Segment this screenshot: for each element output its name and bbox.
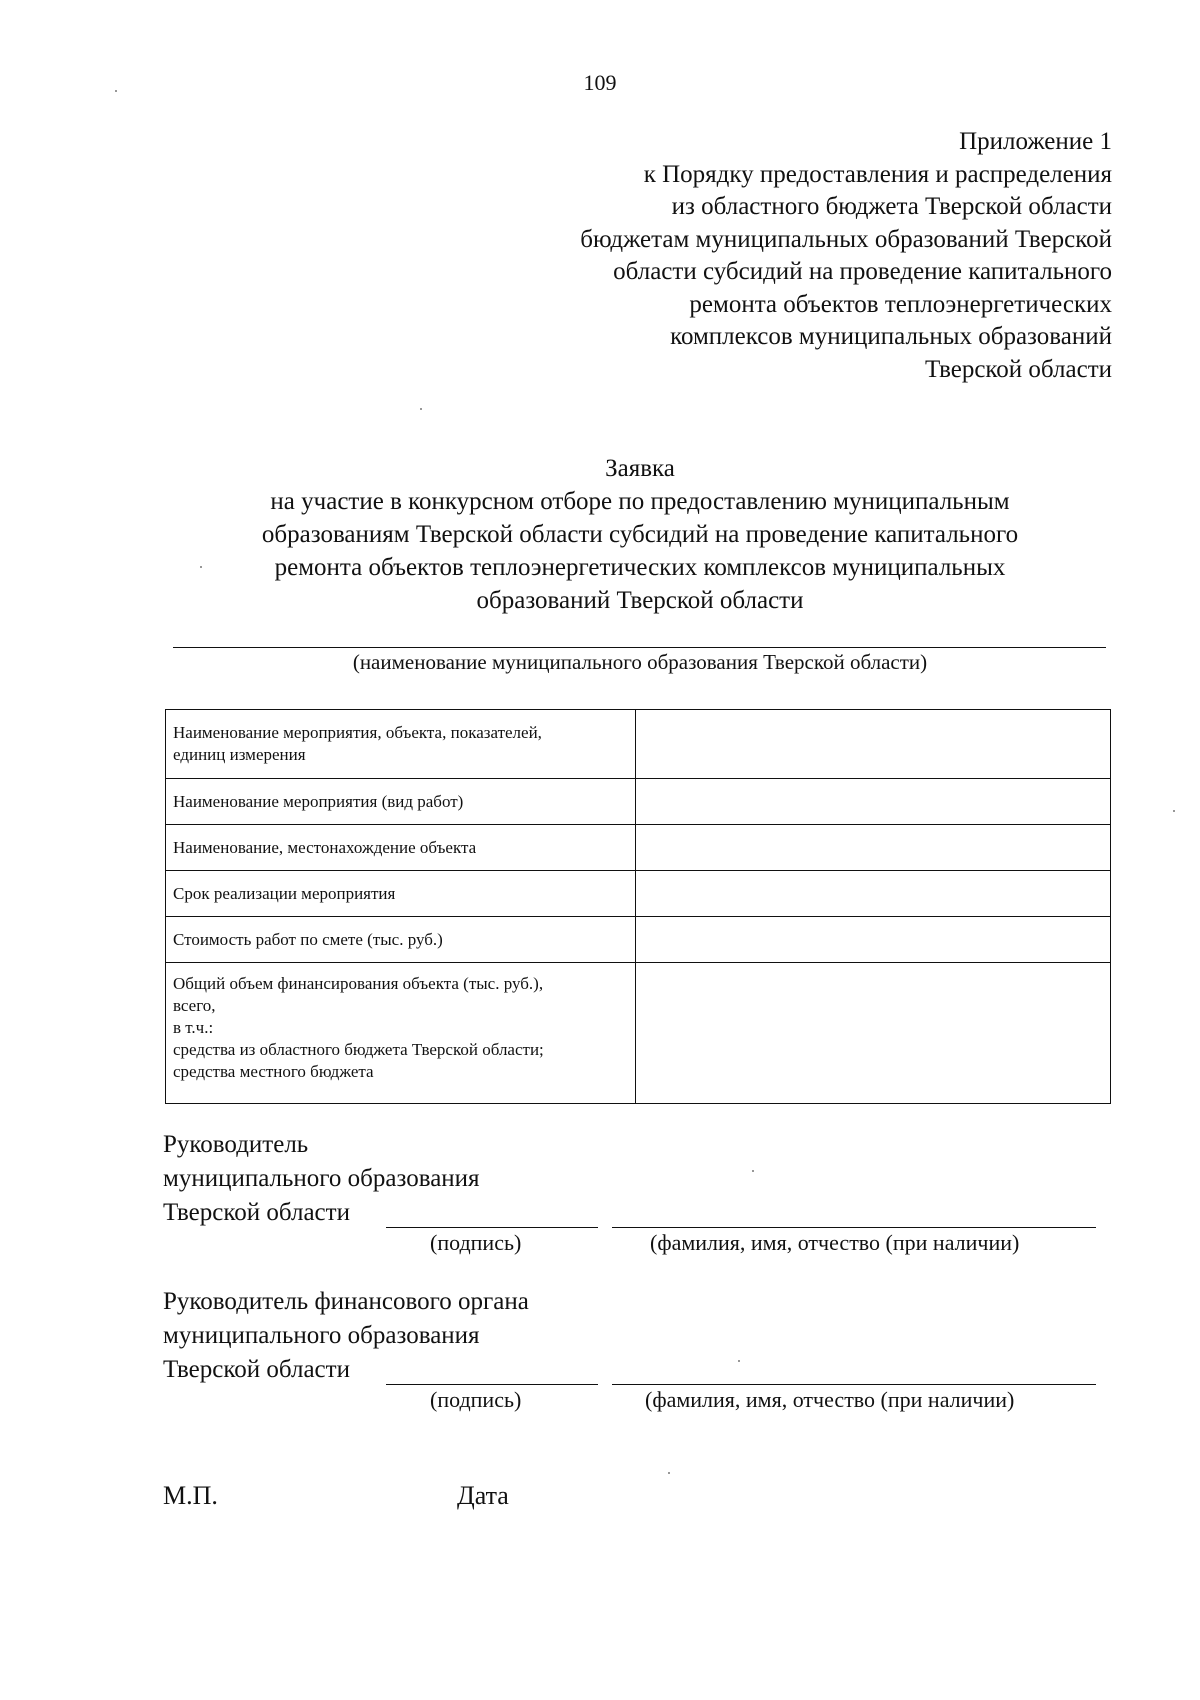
appendix-line: бюджетам муниципальных образований Тверской: [580, 225, 1112, 253]
signature-caption: (подпись): [430, 1230, 522, 1255]
table-row: [166, 963, 1111, 1104]
full-name-field[interactable]: [612, 1384, 1096, 1385]
full-name-caption: (фамилия, имя, отчество (при наличии): [645, 1387, 1015, 1412]
signature-field[interactable]: [386, 1384, 598, 1385]
table-value-cell[interactable]: [636, 710, 1111, 779]
label-line: средства из областного бюджета Тверской области;: [173, 1040, 544, 1059]
title-line: образованиям Тверской области субсидий на проведение капитального: [261, 521, 1019, 548]
signature-caption: (подпись): [430, 1387, 522, 1412]
table-row-label: [166, 710, 636, 779]
label-line: всего,: [173, 996, 216, 1015]
table-row: [166, 710, 1111, 779]
scan-speck: [738, 1360, 740, 1362]
signatory-line: муниципального образования: [163, 1322, 480, 1349]
application-title: [160, 452, 1120, 617]
label-line: в т.ч.:: [173, 1018, 214, 1037]
signature-field[interactable]: [386, 1227, 598, 1228]
signatory-line: Руководитель: [163, 1131, 309, 1158]
signatory-line: муниципального образования: [163, 1165, 480, 1192]
table-value-cell[interactable]: [636, 825, 1111, 871]
table-row-label: Наименование, местонахождение объекта: [166, 825, 636, 871]
label-line: средства местного бюджета: [173, 1062, 374, 1081]
table-row-label: Срок реализации мероприятия: [166, 871, 636, 917]
page-number: 109: [583, 70, 617, 95]
application-table: [165, 709, 1111, 1104]
label-line: единиц измерения: [173, 745, 306, 764]
scan-speck: [1173, 810, 1175, 812]
appendix-header: [580, 126, 1112, 386]
scan-speck: [420, 408, 422, 410]
stamp-place-label: М.П.: [163, 1481, 218, 1510]
appendix-line: ремонта объектов теплоэнергетических: [689, 290, 1112, 318]
signatory-line: Руководитель финансового органа: [163, 1288, 529, 1315]
signatory-line: Тверской области: [163, 1356, 350, 1383]
appendix-line: комплексов муниципальных образований: [670, 323, 1112, 350]
label-line: Наименование мероприятия, объекта, показателей,: [173, 723, 542, 742]
label-line: Общий объем финансирования объекта (тыс. руб.),: [173, 974, 544, 993]
title-line: на участие в конкурсном отборе по предоставлению муниципальным: [270, 488, 1010, 515]
scan-speck: [200, 566, 202, 568]
municipality-caption: (наименование муниципального образования Тверской области): [352, 650, 928, 674]
appendix-line: Тверской области: [925, 355, 1112, 383]
full-name-caption: (фамилия, имя, отчество (при наличии): [650, 1230, 1020, 1255]
title-heading: Заявка: [605, 455, 675, 482]
table-row-label: Наименование мероприятия (вид работ): [166, 779, 636, 825]
table-row-label: Стоимость работ по смете (тыс. руб.): [166, 917, 636, 963]
table-row: [166, 779, 1111, 825]
signatory-line: Тверской области: [163, 1199, 350, 1226]
appendix-line: из областного бюджета Тверской области: [671, 193, 1112, 220]
table-row: [166, 825, 1111, 871]
table-value-cell[interactable]: [636, 871, 1111, 917]
table-row: [166, 871, 1111, 917]
scan-speck: [668, 1472, 670, 1474]
title-line: образований Тверской области: [476, 587, 804, 614]
appendix-line: к Порядку предоставления и распределения: [643, 160, 1112, 188]
date-label: Дата: [457, 1481, 509, 1510]
table-row-label: [166, 963, 636, 1104]
full-name-field[interactable]: [612, 1227, 1096, 1228]
scan-speck: [115, 90, 117, 92]
signature-block-finance: [163, 1285, 529, 1387]
signature-block-head: [163, 1128, 480, 1230]
municipality-name-field[interactable]: [173, 647, 1106, 648]
table-value-cell[interactable]: [636, 779, 1111, 825]
scan-speck: [752, 1170, 754, 1172]
table-row: [166, 917, 1111, 963]
table-value-cell[interactable]: [636, 917, 1111, 963]
title-line: ремонта объектов теплоэнергетических комплексов муниципальных: [274, 554, 1006, 581]
table-value-cell[interactable]: [636, 963, 1111, 1104]
appendix-line: области субсидий на проведение капитального: [613, 258, 1112, 285]
appendix-line: Приложение 1: [959, 128, 1112, 155]
